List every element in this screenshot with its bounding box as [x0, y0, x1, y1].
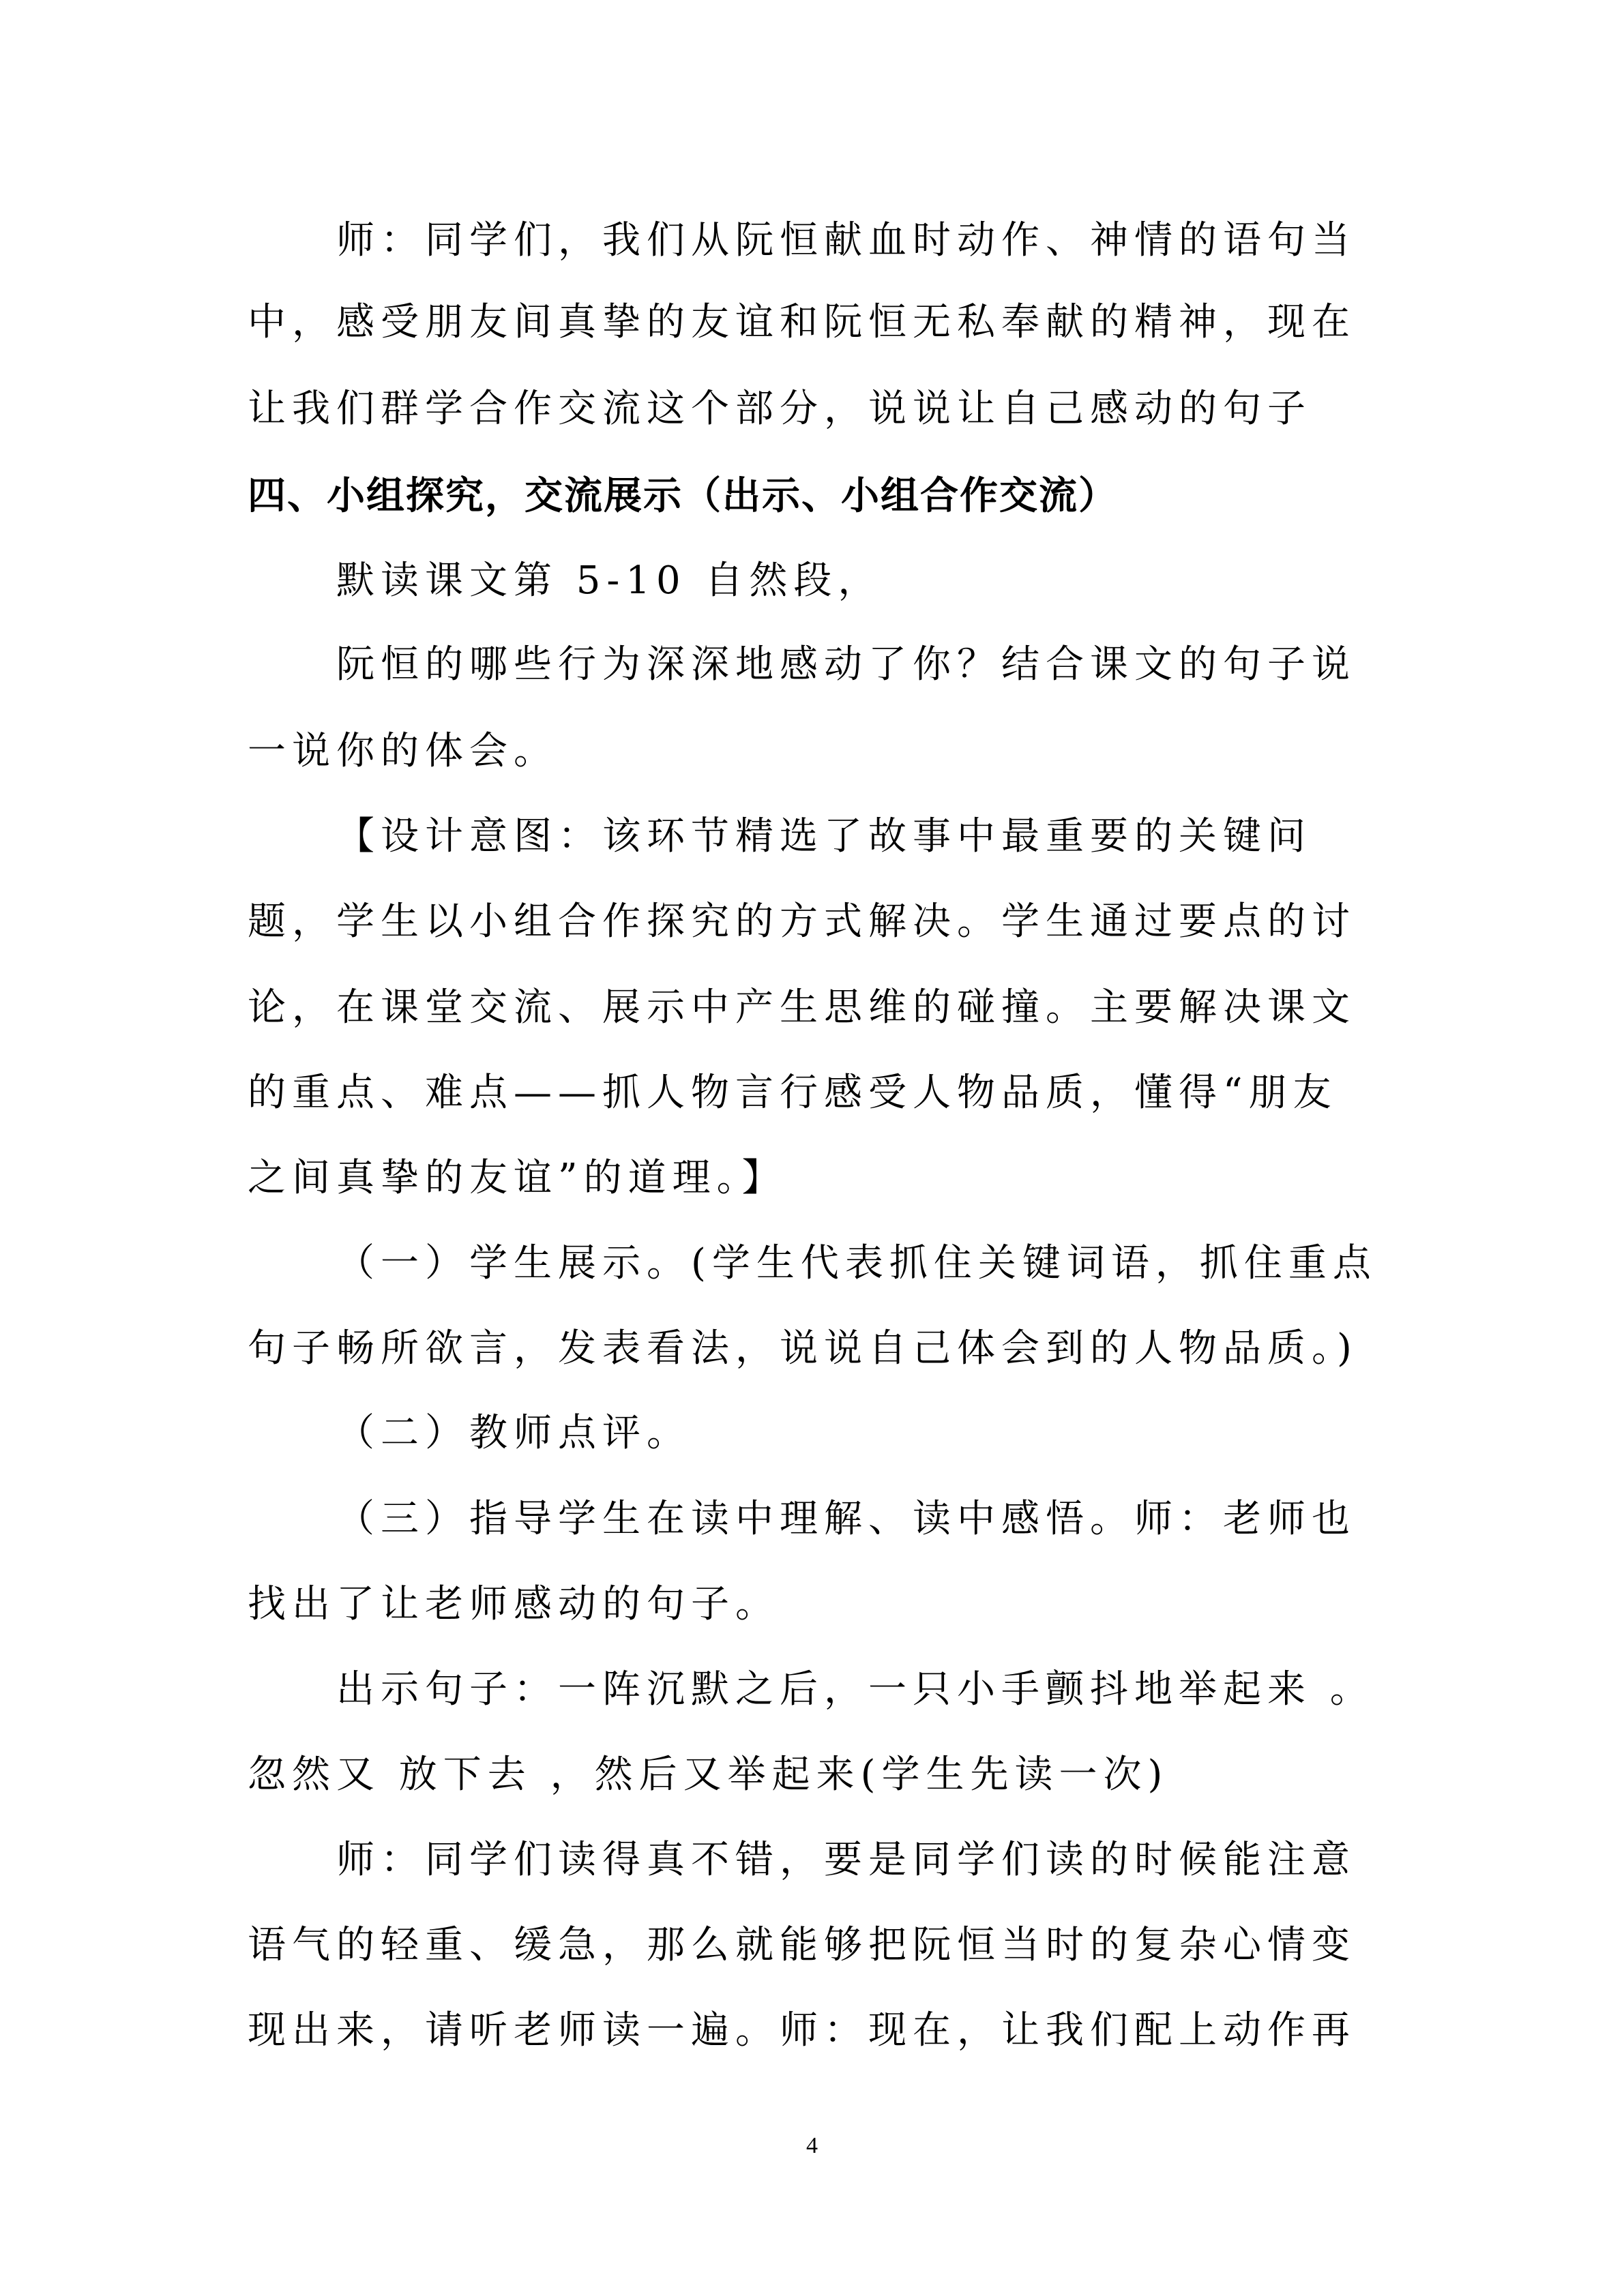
paragraph-line: 阮恒的哪些行为深深地感动了你？结合课文的句子说	[336, 642, 1356, 687]
paragraph-line: 中，感受朋友间真挚的友谊和阮恒无私奉献的精神，现在	[248, 300, 1356, 344]
paragraph-line: 一说你的体会。	[248, 729, 558, 773]
design-intent-line: 之间真挚的友谊”的道理。】	[248, 1156, 786, 1200]
paragraph-line: 句子畅所欲言，发表看法，说说自己体会到的人物品质。)	[248, 1326, 1358, 1371]
design-intent-line: 的重点、难点——抓人物言行感受人物品质，懂得“朋友	[248, 1071, 1338, 1115]
paragraph-line: 让我们群学合作交流这个部分，说说让自己感动的句子	[248, 387, 1312, 431]
page-number: 4	[806, 2133, 818, 2158]
paragraph-line: （一）学生展示。(学生代表抓住关键词语，抓住重点	[336, 1241, 1377, 1285]
design-intent-line: 论，在课堂交流、展示中产生思维的碰撞。主要解决课文	[248, 985, 1356, 1030]
paragraph-line: 找出了让老师感动的句子。	[248, 1582, 780, 1626]
paragraph-line: 师：同学们，我们从阮恒献血时动作、神情的语句当	[336, 218, 1356, 263]
paragraph-line: 现出来，请听老师读一遍。师：现在，让我们配上动作再	[248, 2008, 1356, 2053]
paragraph-line: 默读课文第 5-10 自然段，	[336, 558, 883, 603]
paragraph-line: （三）指导学生在读中理解、读中感悟。师：老师也	[336, 1497, 1356, 1541]
paragraph-line: 语气的轻重、缓急，那么就能够把阮恒当时的复杂心情变	[248, 1923, 1356, 1967]
section-heading: 四、小组探究，交流展示（出示、小组合作交流）	[248, 474, 1118, 518]
design-intent-line: 【设计意图：该环节精选了故事中最重要的关键问	[336, 814, 1312, 859]
design-intent-line: 题，学生以小组合作探究的方式解决。学生通过要点的讨	[248, 899, 1356, 944]
paragraph-line: 师：同学们读得真不错，要是同学们读的时候能注意	[336, 1838, 1356, 1882]
paragraph-line: （二）教师点评。	[336, 1411, 691, 1455]
quoted-sentence-line: 出示句子：一阵沉默之后，一只小手颤抖地举起来 。	[336, 1667, 1374, 1712]
quoted-sentence-line: 忽然又 放下去 ，然后又举起来(学生先读一次)	[248, 1753, 1169, 1797]
